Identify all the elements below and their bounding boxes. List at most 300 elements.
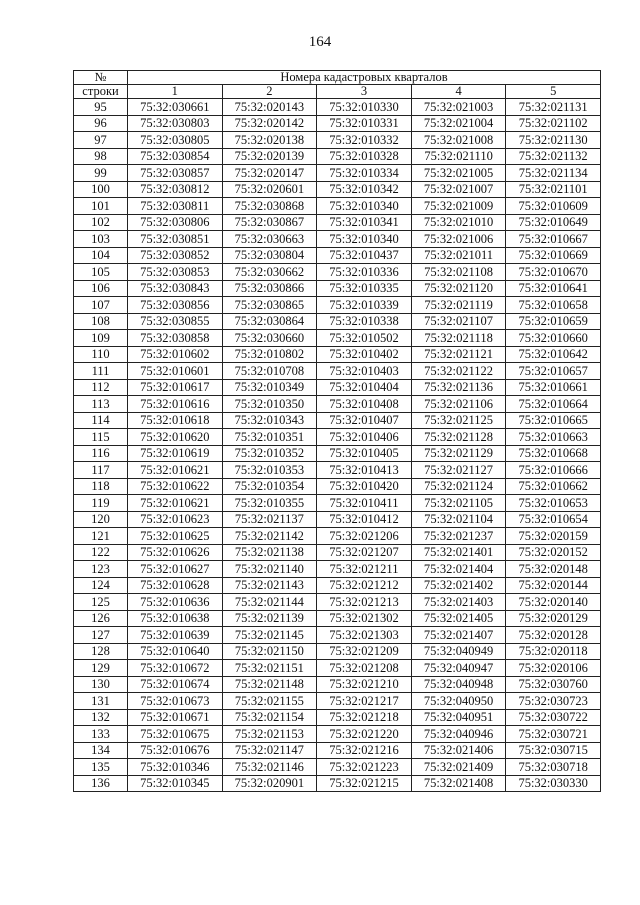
cadastral-number-cell: 75:32:021151 [222,660,317,677]
row-number-cell: 99 [74,165,128,182]
cadastral-number-cell: 75:32:010649 [506,214,601,231]
cadastral-number-cell: 75:32:021101 [506,181,601,198]
header-col-number: 1 [128,85,223,99]
cadastral-number-cell: 75:32:030330 [506,775,601,792]
cadastral-number-cell: 75:32:010334 [317,165,412,182]
cadastral-number-cell: 75:32:010406 [317,429,412,446]
cadastral-number-cell: 75:32:021110 [411,148,506,165]
table-row [74,544,601,561]
cadastral-number-cell: 75:32:021136 [411,379,506,396]
cadastral-number-cell: 75:32:010674 [128,676,223,693]
cadastral-number-cell: 75:32:010404 [317,379,412,396]
table-row [74,660,601,677]
table-row [74,742,601,759]
row-number-cell: 100 [74,181,128,198]
header-row-top [74,71,601,85]
cadastral-number-cell: 75:32:010349 [222,379,317,396]
cadastral-number-cell: 75:32:010402 [317,346,412,363]
row-number-cell: 111 [74,363,128,380]
cadastral-number-cell: 75:32:021137 [222,511,317,528]
cadastral-number-cell: 75:32:010343 [222,412,317,429]
cadastral-number-cell: 75:32:010338 [317,313,412,330]
cadastral-number-cell: 75:32:021011 [411,247,506,264]
cadastral-number-cell: 75:32:010354 [222,478,317,495]
table-row [74,693,601,710]
cadastral-number-cell: 75:32:021209 [317,643,412,660]
cadastral-number-cell: 75:32:010341 [317,214,412,231]
table-row [74,759,601,776]
cadastral-number-cell: 75:32:010654 [506,511,601,528]
header-col-number: 5 [506,85,601,99]
cadastral-number-cell: 75:32:010658 [506,297,601,314]
row-number-cell: 130 [74,676,128,693]
row-number-cell: 128 [74,643,128,660]
cadastral-number-cell: 75:32:021407 [411,627,506,644]
cadastral-number-cell: 75:32:021134 [506,165,601,182]
cadastral-number-cell: 75:32:010668 [506,445,601,462]
page-number: 164 [308,34,332,50]
cadastral-number-cell: 75:32:010345 [128,775,223,792]
cadastral-number-cell: 75:32:021010 [411,214,506,231]
cadastral-number-cell: 75:32:021125 [411,412,506,429]
cadastral-number-cell: 75:32:030866 [222,280,317,297]
table-row [74,214,601,231]
table-row [74,577,601,594]
cadastral-number-cell: 75:32:040946 [411,726,506,743]
table-row [74,115,601,132]
table-row [74,396,601,413]
row-number-cell: 134 [74,742,128,759]
cadastral-number-cell: 75:32:021406 [411,742,506,759]
cadastral-number-cell: 75:32:030722 [506,709,601,726]
cadastral-number-cell: 75:32:030663 [222,231,317,248]
row-number-cell: 103 [74,231,128,248]
row-number-cell: 118 [74,478,128,495]
cadastral-number-cell: 75:32:010621 [128,495,223,512]
table-row [74,775,601,792]
cadastral-number-cell: 75:32:010618 [128,412,223,429]
table-row [74,132,601,149]
cadastral-number-cell: 75:32:021108 [411,264,506,281]
cadastral-number-cell: 75:32:020901 [222,775,317,792]
cadastral-number-cell: 75:32:021216 [317,742,412,759]
cadastral-number-cell: 75:32:030843 [128,280,223,297]
cadastral-number-cell: 75:32:010659 [506,313,601,330]
cadastral-number-cell: 75:32:010621 [128,462,223,479]
cadastral-number-cell: 75:32:010669 [506,247,601,264]
table-row [74,511,601,528]
cadastral-number-cell: 75:32:021223 [317,759,412,776]
table-row [74,363,601,380]
cadastral-number-cell: 75:32:021130 [506,132,601,149]
row-number-cell: 126 [74,610,128,627]
cadastral-number-cell: 75:32:021006 [411,231,506,248]
cadastral-number-cell: 75:32:021142 [222,528,317,545]
cadastral-number-cell: 75:32:030858 [128,330,223,347]
cadastral-number-cell: 75:32:010676 [128,742,223,759]
cadastral-number-cell: 75:32:021003 [411,99,506,116]
cadastral-number-cell: 75:32:010328 [317,148,412,165]
cadastral-number-cell: 75:32:010346 [128,759,223,776]
cadastral-number-cell: 75:32:021146 [222,759,317,776]
row-number-cell: 107 [74,297,128,314]
cadastral-number-cell: 75:32:010616 [128,396,223,413]
cadastral-number-cell: 75:32:020140 [506,594,601,611]
table-row [74,148,601,165]
cadastral-number-cell: 75:32:010623 [128,511,223,528]
cadastral-number-cell: 75:32:010673 [128,693,223,710]
cadastral-number-cell: 75:32:040950 [411,693,506,710]
table-row [74,445,601,462]
cadastral-number-cell: 75:32:030867 [222,214,317,231]
cadastral-number-cell: 75:32:021211 [317,561,412,578]
cadastral-number-cell: 75:32:021208 [317,660,412,677]
cadastral-number-cell: 75:32:021207 [317,544,412,561]
cadastral-number-cell: 75:32:021106 [411,396,506,413]
table-row [74,198,601,215]
cadastral-number-cell: 75:32:030721 [506,726,601,743]
table-row [74,247,601,264]
cadastral-number-cell: 75:32:010355 [222,495,317,512]
cadastral-number-cell: 75:32:010619 [128,445,223,462]
cadastral-quarters-table [73,70,601,792]
cadastral-number-cell: 75:32:020138 [222,132,317,149]
cadastral-number-cell: 75:32:021147 [222,742,317,759]
cadastral-number-cell: 75:32:020128 [506,627,601,644]
cadastral-number-cell: 75:32:030760 [506,676,601,693]
table-row [74,330,601,347]
cadastral-number-cell: 75:32:021150 [222,643,317,660]
cadastral-number-cell: 75:32:021120 [411,280,506,297]
cadastral-number-cell: 75:32:021401 [411,544,506,561]
cadastral-number-cell: 75:32:010602 [128,346,223,363]
table-row [74,462,601,479]
cadastral-number-cell: 75:32:021107 [411,313,506,330]
cadastral-number-cell: 75:32:020142 [222,115,317,132]
cadastral-number-cell: 75:32:030853 [128,264,223,281]
cadastral-number-cell: 75:32:020601 [222,181,317,198]
cadastral-number-cell: 75:32:021213 [317,594,412,611]
row-number-cell: 132 [74,709,128,726]
cadastral-number-cell: 75:32:021128 [411,429,506,446]
cadastral-number-cell: 75:32:021217 [317,693,412,710]
row-number-cell: 136 [74,775,128,792]
table-row [74,264,601,281]
cadastral-number-cell: 75:32:010340 [317,231,412,248]
table-row [74,528,601,545]
table-row [74,594,601,611]
cadastral-number-cell: 75:32:021303 [317,627,412,644]
cadastral-number-cell: 75:32:020139 [222,148,317,165]
header-group-label: Номера кадастровых кварталов [128,71,601,85]
cadastral-number-cell: 75:32:010332 [317,132,412,149]
cadastral-number-cell: 75:32:010627 [128,561,223,578]
cadastral-number-cell: 75:32:021121 [411,346,506,363]
cadastral-number-cell: 75:32:021215 [317,775,412,792]
cadastral-number-cell: 75:32:020143 [222,99,317,116]
row-number-cell: 96 [74,115,128,132]
cadastral-number-cell: 75:32:010350 [222,396,317,413]
row-number-cell: 117 [74,462,128,479]
cadastral-number-cell: 75:32:010420 [317,478,412,495]
cadastral-number-cell: 75:32:021143 [222,577,317,594]
cadastral-number-cell: 75:32:010403 [317,363,412,380]
row-number-cell: 108 [74,313,128,330]
row-number-cell: 98 [74,148,128,165]
cadastral-number-cell: 75:32:010675 [128,726,223,743]
cadastral-number-cell: 75:32:030854 [128,148,223,165]
cadastral-number-cell: 75:32:010413 [317,462,412,479]
cadastral-number-cell: 75:32:030856 [128,297,223,314]
cadastral-number-cell: 75:32:021129 [411,445,506,462]
cadastral-number-cell: 75:32:010601 [128,363,223,380]
cadastral-number-cell: 75:32:021218 [317,709,412,726]
cadastral-number-cell: 75:32:030851 [128,231,223,248]
row-number-cell: 129 [74,660,128,677]
cadastral-number-cell: 75:32:021122 [411,363,506,380]
cadastral-number-cell: 75:32:040948 [411,676,506,693]
cadastral-number-cell: 75:32:030805 [128,132,223,149]
cadastral-number-cell: 75:32:010638 [128,610,223,627]
cadastral-number-cell: 75:32:010342 [317,181,412,198]
cadastral-number-cell: 75:32:021302 [317,610,412,627]
cadastral-number-cell: 75:32:010663 [506,429,601,446]
header-num-label: № [74,71,128,85]
row-number-cell: 121 [74,528,128,545]
cadastral-number-cell: 75:32:021124 [411,478,506,495]
header-row-bottom [74,85,601,99]
row-number-cell: 97 [74,132,128,149]
row-number-cell: 124 [74,577,128,594]
cadastral-number-cell: 75:32:021402 [411,577,506,594]
cadastral-number-cell: 75:32:040949 [411,643,506,660]
cadastral-number-cell: 75:32:030855 [128,313,223,330]
cadastral-number-cell: 75:32:021118 [411,330,506,347]
table-row [74,165,601,182]
cadastral-number-cell: 75:32:021210 [317,676,412,693]
row-number-cell: 120 [74,511,128,528]
cadastral-number-cell: 75:32:030868 [222,198,317,215]
cadastral-number-cell: 75:32:021004 [411,115,506,132]
cadastral-number-cell: 75:32:021105 [411,495,506,512]
cadastral-number-cell: 75:32:010671 [128,709,223,726]
row-number-cell: 110 [74,346,128,363]
row-number-cell: 133 [74,726,128,743]
row-number-cell: 105 [74,264,128,281]
cadastral-number-cell: 75:32:021139 [222,610,317,627]
cadastral-number-cell: 75:32:010641 [506,280,601,297]
cadastral-number-cell: 75:32:021104 [411,511,506,528]
cadastral-number-cell: 75:32:021404 [411,561,506,578]
cadastral-number-cell: 75:32:021153 [222,726,317,743]
cadastral-number-cell: 75:32:010502 [317,330,412,347]
cadastral-number-cell: 75:32:030852 [128,247,223,264]
cadastral-number-cell: 75:32:021206 [317,528,412,545]
cadastral-number-cell: 75:32:010708 [222,363,317,380]
cadastral-number-cell: 75:32:021132 [506,148,601,165]
header-col-number: 2 [222,85,317,99]
cadastral-number-cell: 75:32:030661 [128,99,223,116]
cadastral-number-cell: 75:32:010628 [128,577,223,594]
cadastral-number-cell: 75:32:010661 [506,379,601,396]
table-row [74,429,601,446]
cadastral-number-cell: 75:32:010667 [506,231,601,248]
table-row [74,181,601,198]
cadastral-number-cell: 75:32:010412 [317,511,412,528]
row-number-cell: 106 [74,280,128,297]
table-row [74,297,601,314]
cadastral-number-cell: 75:32:010617 [128,379,223,396]
table-row [74,99,601,116]
table-row [74,346,601,363]
table-row [74,561,601,578]
cadastral-number-cell: 75:32:010660 [506,330,601,347]
cadastral-number-cell: 75:32:021144 [222,594,317,611]
cadastral-number-cell: 75:32:010664 [506,396,601,413]
cadastral-number-cell: 75:32:021212 [317,577,412,594]
cadastral-number-cell: 75:32:010351 [222,429,317,446]
cadastral-number-cell: 75:32:030803 [128,115,223,132]
table-row [74,676,601,693]
table-row [74,231,601,248]
row-number-cell: 112 [74,379,128,396]
cadastral-number-cell: 75:32:021138 [222,544,317,561]
cadastral-number-cell: 75:32:021237 [411,528,506,545]
cadastral-number-cell: 75:32:030662 [222,264,317,281]
cadastral-number-cell: 75:32:010437 [317,247,412,264]
cadastral-number-cell: 75:32:020144 [506,577,601,594]
cadastral-number-cell: 75:32:010353 [222,462,317,479]
cadastral-number-cell: 75:32:010670 [506,264,601,281]
header-col-number: 4 [411,85,506,99]
row-number-cell: 125 [74,594,128,611]
cadastral-number-cell: 75:32:020106 [506,660,601,677]
table-row [74,478,601,495]
header-rows-label: строки [74,85,128,99]
table-row [74,709,601,726]
row-number-cell: 123 [74,561,128,578]
cadastral-number-cell: 75:32:010640 [128,643,223,660]
row-number-cell: 113 [74,396,128,413]
cadastral-number-cell: 75:32:021145 [222,627,317,644]
cadastral-number-cell: 75:32:020159 [506,528,601,545]
table-row [74,280,601,297]
cadastral-number-cell: 75:32:021148 [222,676,317,693]
cadastral-number-cell: 75:32:030864 [222,313,317,330]
cadastral-number-cell: 75:32:010642 [506,346,601,363]
cadastral-number-cell: 75:32:010336 [317,264,412,281]
table-row [74,726,601,743]
cadastral-number-cell: 75:32:021140 [222,561,317,578]
cadastral-number-cell: 75:32:021007 [411,181,506,198]
row-number-cell: 135 [74,759,128,776]
table-row [74,643,601,660]
cadastral-number-cell: 75:32:040947 [411,660,506,677]
cadastral-number-cell: 75:32:010331 [317,115,412,132]
cadastral-number-cell: 75:32:010405 [317,445,412,462]
cadastral-number-cell: 75:32:021005 [411,165,506,182]
cadastral-number-cell: 75:32:021131 [506,99,601,116]
cadastral-number-cell: 75:32:010626 [128,544,223,561]
row-number-cell: 116 [74,445,128,462]
cadastral-number-cell: 75:32:020148 [506,561,601,578]
cadastral-number-cell: 75:32:020147 [222,165,317,182]
cadastral-number-cell: 75:32:030857 [128,165,223,182]
cadastral-number-cell: 75:32:010653 [506,495,601,512]
cadastral-number-cell: 75:32:010666 [506,462,601,479]
cadastral-number-cell: 75:32:021119 [411,297,506,314]
cadastral-number-cell: 75:32:021154 [222,709,317,726]
cadastral-number-cell: 75:32:030812 [128,181,223,198]
cadastral-number-cell: 75:32:010639 [128,627,223,644]
cadastral-number-cell: 75:32:021009 [411,198,506,215]
cadastral-number-cell: 75:32:010407 [317,412,412,429]
cadastral-number-cell: 75:32:021008 [411,132,506,149]
cadastral-number-cell: 75:32:010335 [317,280,412,297]
table-row [74,313,601,330]
cadastral-number-cell: 75:32:021155 [222,693,317,710]
cadastral-number-cell: 75:32:010339 [317,297,412,314]
cadastral-number-cell: 75:32:030660 [222,330,317,347]
cadastral-number-cell: 75:32:010622 [128,478,223,495]
row-number-cell: 127 [74,627,128,644]
cadastral-number-cell: 75:32:030715 [506,742,601,759]
cadastral-number-cell: 75:32:010352 [222,445,317,462]
cadastral-number-cell: 75:32:021102 [506,115,601,132]
cadastral-number-cell: 75:32:020152 [506,544,601,561]
cadastral-number-cell: 75:32:030723 [506,693,601,710]
cadastral-number-cell: 75:32:030811 [128,198,223,215]
table-row [74,379,601,396]
cadastral-number-cell: 75:32:021403 [411,594,506,611]
cadastral-number-cell: 75:32:020129 [506,610,601,627]
cadastral-number-cell: 75:32:010408 [317,396,412,413]
cadastral-number-cell: 75:32:030806 [128,214,223,231]
cadastral-number-cell: 75:32:010609 [506,198,601,215]
cadastral-number-cell: 75:32:010802 [222,346,317,363]
cadastral-number-cell: 75:32:010672 [128,660,223,677]
cadastral-number-cell: 75:32:040951 [411,709,506,726]
row-number-cell: 104 [74,247,128,264]
table-row [74,610,601,627]
cadastral-number-cell: 75:32:010665 [506,412,601,429]
table-row [74,627,601,644]
row-number-cell: 119 [74,495,128,512]
table-header [74,71,601,99]
cadastral-number-cell: 75:32:010657 [506,363,601,380]
row-number-cell: 101 [74,198,128,215]
row-number-cell: 122 [74,544,128,561]
row-number-cell: 131 [74,693,128,710]
row-number-cell: 95 [74,99,128,116]
cadastral-number-cell: 75:32:021408 [411,775,506,792]
row-number-cell: 114 [74,412,128,429]
cadastral-number-cell: 75:32:010625 [128,528,223,545]
cadastral-number-cell: 75:32:021220 [317,726,412,743]
row-number-cell: 102 [74,214,128,231]
cadastral-number-cell: 75:32:020118 [506,643,601,660]
cadastral-number-cell: 75:32:010330 [317,99,412,116]
cadastral-number-cell: 75:32:010411 [317,495,412,512]
cadastral-number-cell: 75:32:010620 [128,429,223,446]
cadastral-number-cell: 75:32:021127 [411,462,506,479]
row-number-cell: 109 [74,330,128,347]
cadastral-number-cell: 75:32:021405 [411,610,506,627]
cadastral-number-cell: 75:32:030718 [506,759,601,776]
header-col-number: 3 [317,85,412,99]
table-row [74,495,601,512]
table-row [74,412,601,429]
